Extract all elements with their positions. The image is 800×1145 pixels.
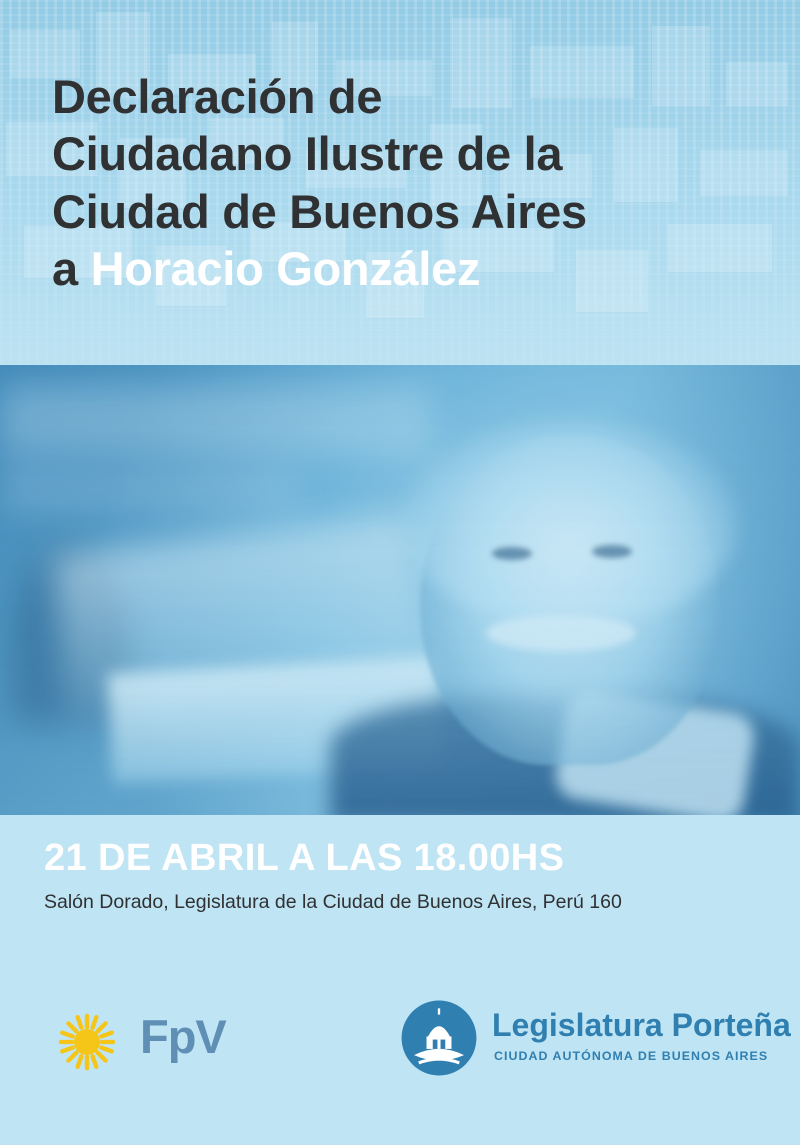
footer-logos <box>0 985 800 1145</box>
title-line-1: Declaración de <box>52 70 383 123</box>
portrait-photo-band <box>0 365 800 815</box>
event-location: Salón Dorado, Legislatura de la Ciudad de Buenos Aires, Perú 160 <box>44 891 622 913</box>
fpv-logo <box>56 1003 266 1083</box>
event-datetime: 21 DE ABRIL A LAS 18.00HS <box>44 837 565 879</box>
title-line-4 <box>52 240 772 297</box>
fpv-label: FpV <box>140 1010 226 1063</box>
legislature-dome-icon <box>400 999 478 1077</box>
honoree-name: Horacio González <box>90 241 481 295</box>
legislature-subtitle: CIUDAD AUTÓNOMA DE BUENOS AIRES <box>494 1049 769 1063</box>
blue-tint-overlay <box>0 365 800 815</box>
title-prefix: a <box>52 241 91 295</box>
event-info <box>0 815 800 975</box>
legislature-logo <box>400 999 791 1091</box>
legislature-name: Legislatura Porteña <box>492 1007 791 1043</box>
city-photo-band <box>0 0 800 365</box>
poster-title <box>52 68 772 297</box>
title-line-2: Ciudadano Ilustre de la <box>52 127 563 181</box>
sun-icon <box>56 1011 118 1073</box>
title-line-3: Ciudad de Buenos Aires <box>52 184 587 238</box>
